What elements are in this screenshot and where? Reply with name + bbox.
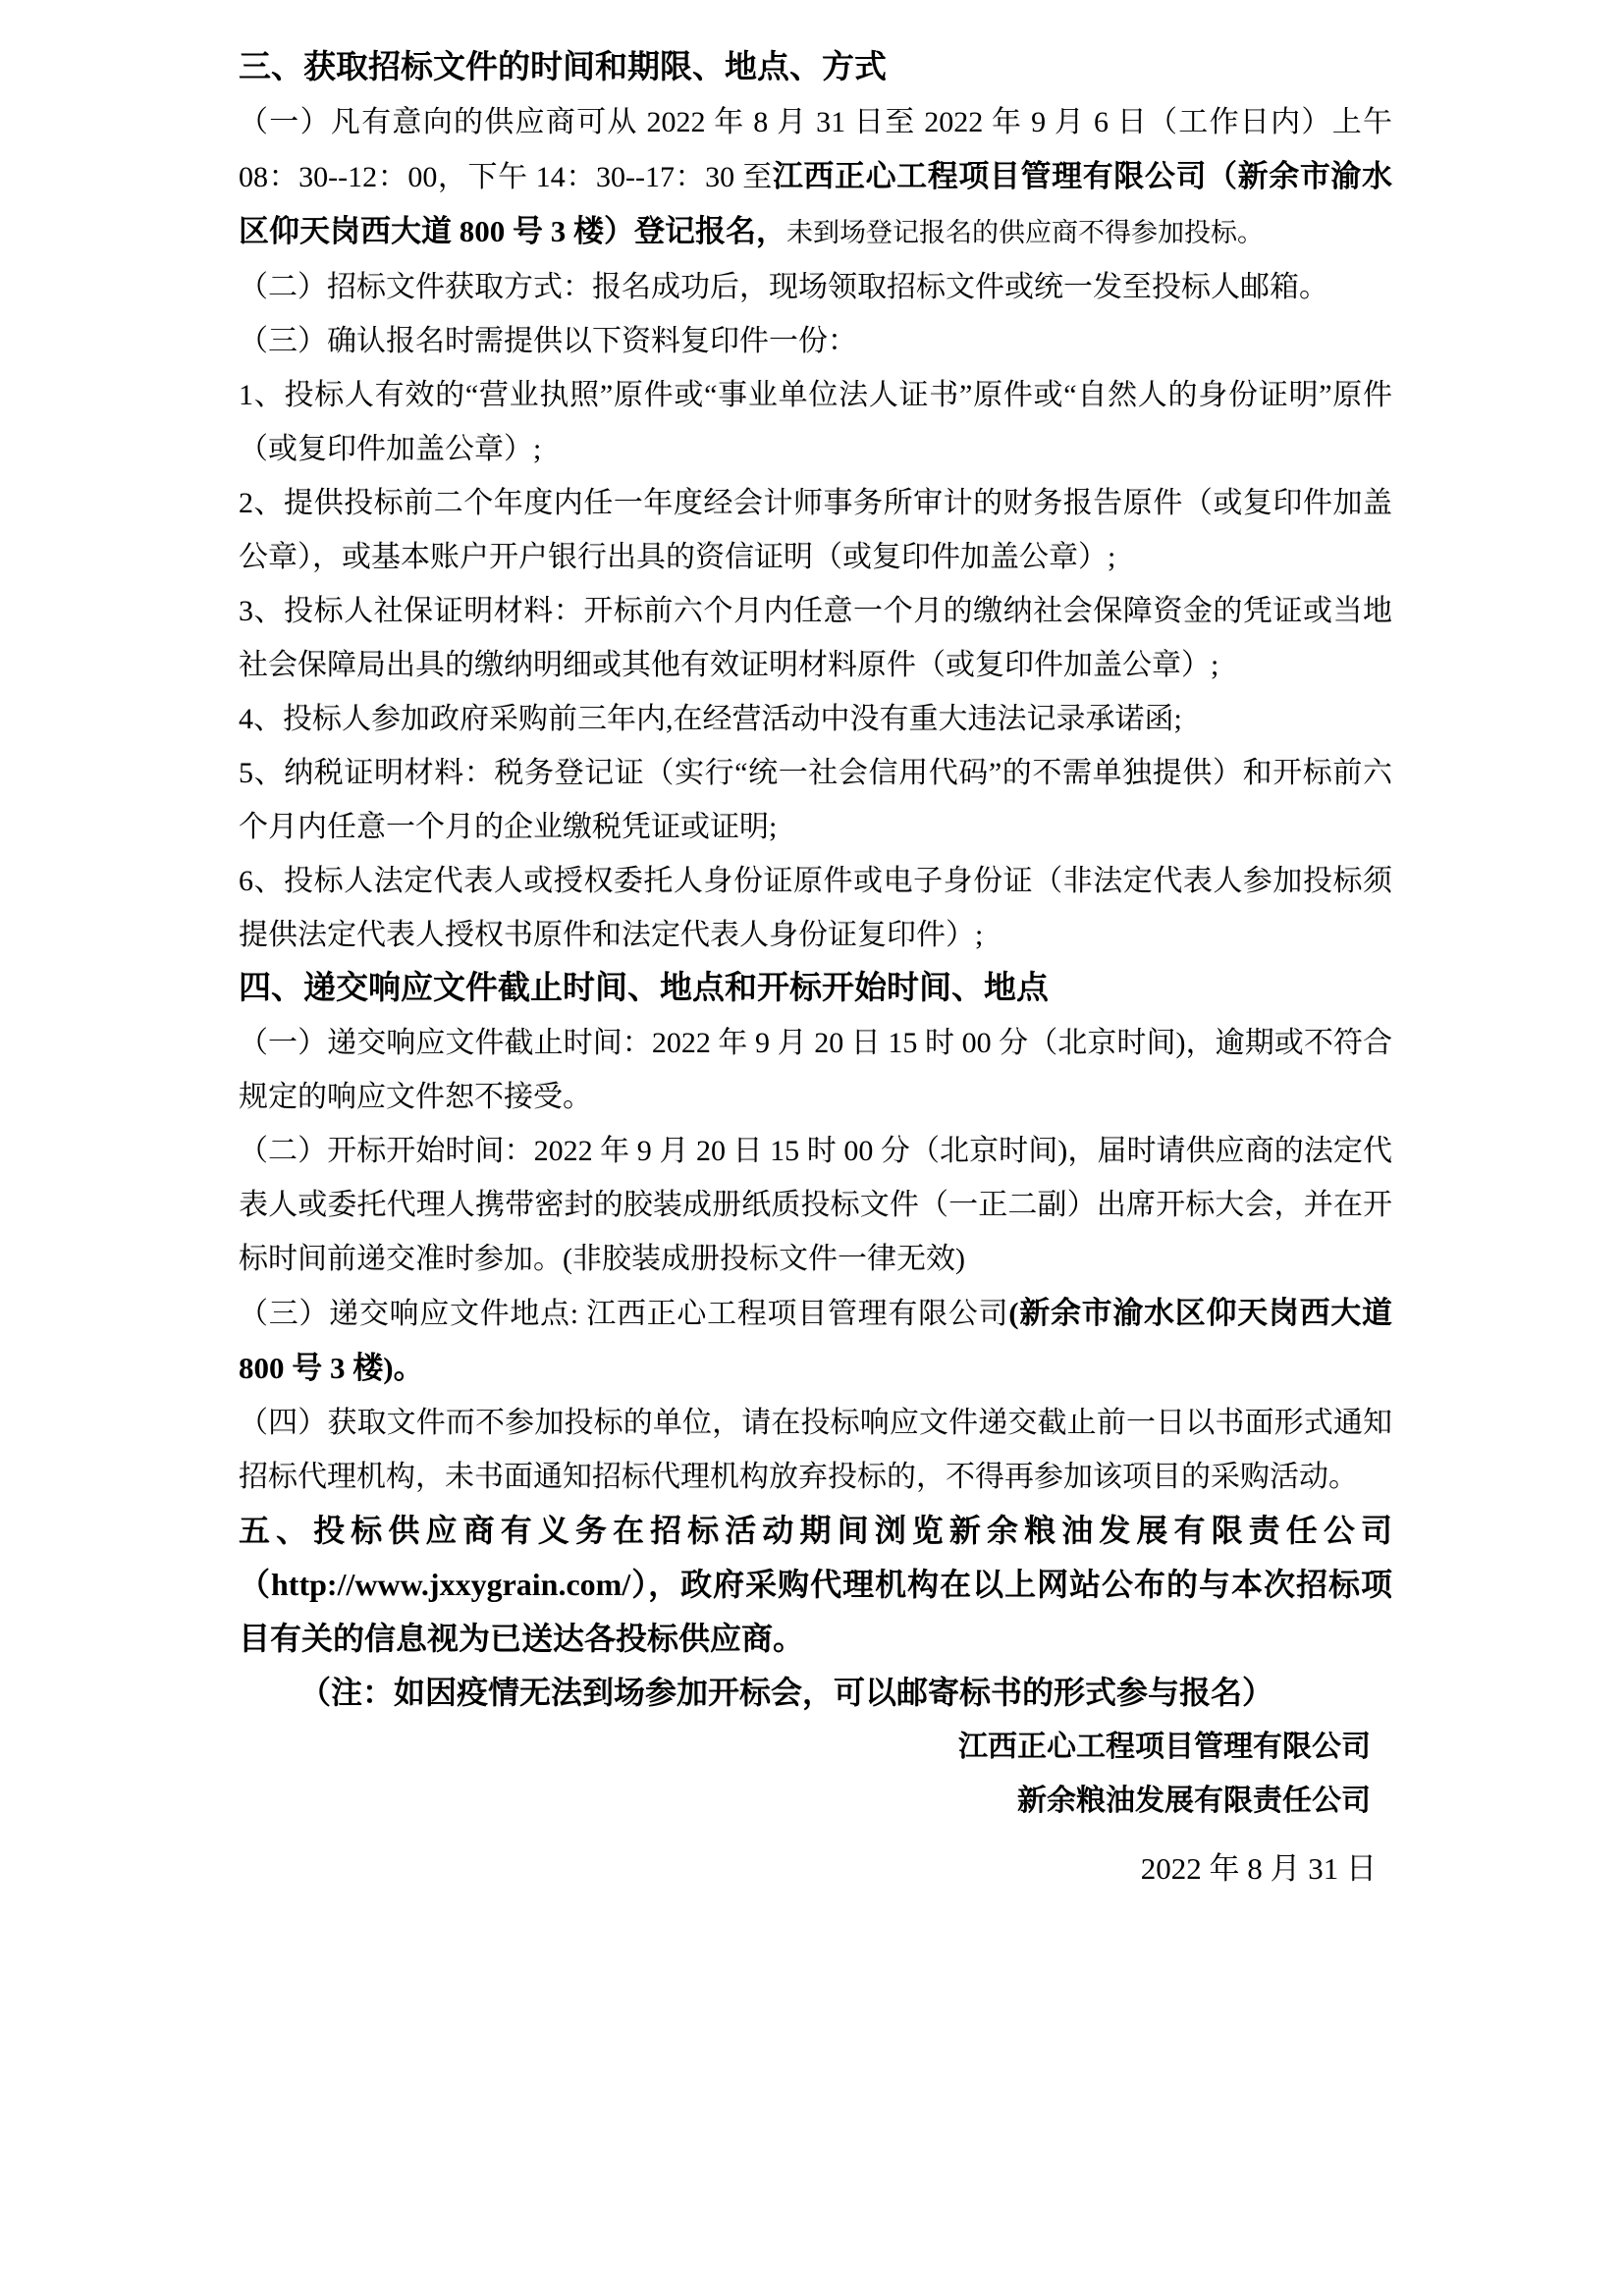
submission-place-text: （三）递交响应文件地点: 江西正心工程项目管理有限公司 <box>239 1298 1009 1330</box>
para-doc-acquisition: （二）招标文件获取方式：报名成功后，现场领取招标文件或统一发至投标人邮箱。 <box>239 271 1328 303</box>
section5-text-before-url: 五、投标供应商有义务在招标活动期间浏览新余粮油发展有限责任公司（ <box>239 1513 1392 1602</box>
material-item-4: 4、投标人参加政府采购前三年内,在经营活动中没有重大违法记录承诺函; <box>239 703 1182 735</box>
para-confirm-materials: （三）确认报名时需提供以下资料复印件一份： <box>239 325 857 357</box>
registration-time-text: （一）凡有意向的供应商可从 2022 年 8 月 31 日至 2022 年 9 月 6 日（工作日内）上午 08：30--12：00，下午 14：30--17：30 至 <box>239 106 1392 193</box>
para-submission-place <box>239 1286 1392 1396</box>
para-withdrawal-notice: （四）获取文件而不参加投标的单位，请在投标响应文件递交截止前一日以书面形式通知招标代理机构，未书面通知招标代理机构放弃投标的，不得再参加该项目的采购活动。 <box>239 1407 1392 1493</box>
signature-owner: 新余粮油发展有限责任公司 <box>1017 1785 1371 1817</box>
material-item-6: 6、投标人法定代表人或授权委托人身份证原件或电子身份证（非法定代表人参加投标须提供法定代表人授权书原件和法定代表人身份证复印件）; <box>239 865 1392 951</box>
document-date: 2022 年 8 月 31 日 <box>1140 1851 1377 1886</box>
covid-note: （注：如因疫情无法到场参加开标会，可以邮寄标书的形式参与报名） <box>299 1675 1274 1710</box>
section4-heading: 四、递交响应文件截止时间、地点和开标开始时间、地点 <box>239 971 1049 1006</box>
agency-name-address-bold: 江西正心工程项目管理有限公司（新余市渝水区仰天岗西大道 800 号 3 楼）登记报名， <box>239 159 1393 248</box>
section5-heading <box>239 1504 1392 1666</box>
submission-address-bold: (新余市渝水区仰天岗西大道 800 号 3 楼)。 <box>239 1296 1392 1385</box>
section5-text-after-url: ），政府采购代理机构在以上网站公布的与本次招标项目有关的信息视为已送达各投标供应商。 <box>239 1567 1392 1656</box>
material-item-2: 2、提供投标前二个年度内任一年度经会计师事务所审计的财务报告原件（或复印件加盖公章），或基本账户开户银行出具的资信证明（或复印件加盖公章）; <box>239 487 1392 573</box>
website-url: http://www.jxxygrain.com/ <box>271 1567 631 1602</box>
registration-warning-text: 未到场登记报名的供应商不得参加投标。 <box>786 218 1264 247</box>
material-item-5: 5、纳税证明材料：税务登记证（实行“统一社会信用代码”的不需单独提供）和开标前六个月内任意一个月的企业缴税凭证或证明; <box>239 757 1392 843</box>
signature-agency: 江西正心工程项目管理有限公司 <box>958 1731 1371 1763</box>
para-opening-time: （二）开标开始时间：2022 年 9 月 20 日 15 时 00 分（北京时间)，届时请供应商的法定代表人或委托代理人携带密封的胶装成册纸质投标文件（一正二副）出席开标大会，并在开标时间前递交准时参加。(非胶装成册投标文件一律无效) <box>239 1135 1392 1275</box>
section3-heading: 三、获取招标文件的时间和期限、地点、方式 <box>239 50 887 85</box>
para-submission-deadline: （一）递交响应文件截止时间：2022 年 9 月 20 日 15 时 00 分（北京时间)，逾期或不符合规定的响应文件恕不接受。 <box>239 1027 1392 1113</box>
para-registration <box>239 95 1392 260</box>
material-item-1: 1、投标人有效的“营业执照”原件或“事业单位法人证书”原件或“自然人的身份证明”原件（或复印件加盖公章）; <box>239 379 1392 465</box>
material-item-3: 3、投标人社保证明材料：开标前六个月内任意一个月的缴纳社会保障资金的凭证或当地社会保障局出具的缴纳明细或其他有效证明材料原件（或复印件加盖公章）; <box>239 595 1392 681</box>
